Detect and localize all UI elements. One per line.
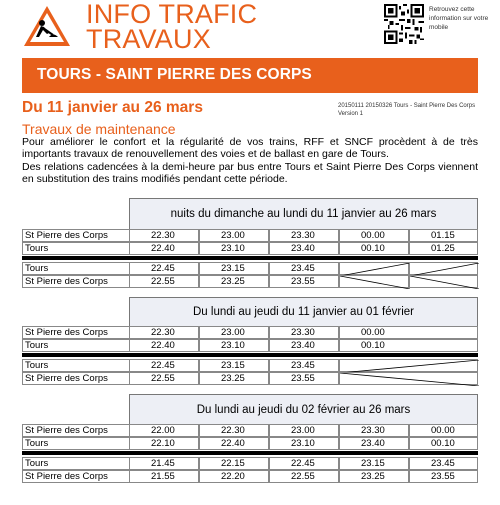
brand-line-2: TRAVAUX — [86, 24, 211, 54]
qr-code-icon[interactable] — [384, 4, 424, 44]
departure-time: 23.40 — [269, 339, 339, 352]
station-name: St Pierre des Corps — [22, 470, 129, 483]
station-name: Tours — [22, 359, 129, 372]
departure-time: 23.30 — [339, 424, 409, 437]
departure-time: 23.45 — [269, 262, 339, 275]
version-line-1: 20150111 20150326 Tours - Saint Pierre Des Corps — [338, 103, 476, 109]
departure-time: 23.55 — [269, 275, 339, 288]
departure-time: 21.45 — [129, 457, 199, 470]
departure-time: 23.45 — [409, 457, 478, 470]
schedule-header-3: Du lundi au jeudi du 02 février au 26 mars — [129, 394, 478, 424]
departure-time: 23.10 — [199, 339, 269, 352]
strike-line — [410, 276, 479, 289]
departure-time: 22.40 — [129, 242, 199, 255]
departure-time: 22.40 — [199, 437, 269, 450]
no-service-cell — [409, 275, 478, 288]
date-range: Du 11 janvier au 26 mars — [22, 99, 203, 116]
departure-time: 23.15 — [199, 359, 269, 372]
departure-time: 22.40 — [129, 339, 199, 352]
version-info — [338, 102, 498, 118]
no-service-cell — [339, 275, 409, 288]
departure-time: 22.20 — [199, 470, 269, 483]
table-row — [22, 424, 478, 437]
departure-time: 23.55 — [269, 372, 339, 385]
table-row — [22, 437, 478, 450]
departure-time: 23.30 — [269, 229, 339, 242]
departure-time: 22.55 — [129, 372, 199, 385]
departure-time: 00.00 — [409, 424, 478, 437]
departure-time: 22.30 — [199, 424, 269, 437]
table-row — [22, 470, 478, 483]
departure-time: 23.25 — [199, 275, 269, 288]
departure-time: 22.00 — [129, 424, 199, 437]
station-name: St Pierre des Corps — [22, 326, 129, 339]
departure-time: 23.00 — [199, 326, 269, 339]
departure-time: 01.25 — [409, 242, 478, 255]
departure-time: 23.00 — [199, 229, 269, 242]
departure-time: 00.00 — [339, 326, 478, 339]
departure-time: 22.30 — [129, 326, 199, 339]
table-row — [22, 326, 478, 339]
station-name: Tours — [22, 457, 129, 470]
table-row — [22, 262, 478, 275]
strike-line — [340, 373, 479, 386]
station-name: St Pierre des Corps — [22, 372, 129, 385]
departure-time: 23.25 — [199, 372, 269, 385]
station-name: Tours — [22, 262, 129, 275]
departure-time: 00.10 — [409, 437, 478, 450]
departure-time: 22.55 — [129, 275, 199, 288]
departure-time: 00.10 — [339, 242, 409, 255]
station-name: St Pierre des Corps — [22, 275, 129, 288]
departure-time: 22.45 — [129, 262, 199, 275]
departure-time: 23.10 — [269, 437, 339, 450]
schedule-header-2: Du lundi au jeudi du 11 janvier au 01 février — [129, 297, 478, 326]
departure-time: 00.10 — [339, 339, 478, 352]
table-row — [22, 242, 478, 255]
group-separator — [22, 353, 478, 357]
departure-time: 23.15 — [199, 262, 269, 275]
station-name: St Pierre des Corps — [22, 229, 129, 242]
no-service-cell — [409, 262, 478, 275]
station-name: St Pierre des Corps — [22, 424, 129, 437]
brand-line-1: INFO TRAFIC — [86, 0, 258, 29]
departure-time: 23.40 — [269, 242, 339, 255]
departure-time: 01.15 — [409, 229, 478, 242]
table-row — [22, 275, 478, 288]
departure-time: 22.15 — [199, 457, 269, 470]
departure-time: 23.10 — [199, 242, 269, 255]
departure-time: 23.45 — [269, 359, 339, 372]
notice-text — [22, 136, 478, 185]
departure-time: 22.30 — [129, 229, 199, 242]
notice-paragraph-2: Des relations cadencées à la demi-heure par bus entre Tours et Saint Pierre Des Corps viennent en substitution des trains modifiés pendant cette période. — [22, 160, 478, 185]
departure-time: 23.30 — [269, 326, 339, 339]
table-row — [22, 229, 478, 242]
table-row — [22, 457, 478, 470]
departure-time: 23.15 — [339, 457, 409, 470]
notice-paragraph-1: Pour améliorer le confort et la régularité de vos trains, RFF et SNCF procèdent à de très importants travaux de renouvellement des voies et de ballast en gare de Tours. — [22, 136, 478, 161]
departure-time: 22.55 — [269, 470, 339, 483]
schedule-header-1: nuits du dimanche au lundi du 11 janvier au 26 mars — [129, 198, 478, 229]
station-name: Tours — [22, 339, 129, 352]
no-service-cell — [339, 262, 409, 275]
departure-time: 22.45 — [269, 457, 339, 470]
version-line-2: Version 1 — [338, 111, 364, 117]
departure-time: 00.00 — [339, 229, 409, 242]
departure-time: 22.10 — [129, 437, 199, 450]
subtitle: Travaux de maintenance — [22, 121, 176, 137]
roadwork-icon — [22, 4, 72, 48]
station-name: Tours — [22, 437, 129, 450]
table-row — [22, 339, 478, 352]
table-row — [22, 372, 478, 385]
no-service-cell — [339, 359, 478, 372]
departure-time: 22.45 — [129, 359, 199, 372]
departure-time: 23.00 — [269, 424, 339, 437]
departure-time: 23.25 — [339, 470, 409, 483]
station-name: Tours — [22, 242, 129, 255]
no-service-cell — [339, 372, 478, 385]
strike-line — [340, 276, 410, 289]
departure-time: 21.55 — [129, 470, 199, 483]
departure-time: 23.40 — [339, 437, 409, 450]
table-row — [22, 359, 478, 372]
mobile-note: Retrouvez cette information sur votre mobile — [429, 6, 489, 31]
banner-title: TOURS - SAINT PIERRE DES CORPS — [37, 66, 312, 83]
group-separator — [22, 256, 478, 260]
departure-time: 23.55 — [409, 470, 478, 483]
group-separator — [22, 451, 478, 455]
brand-title — [86, 2, 257, 52]
